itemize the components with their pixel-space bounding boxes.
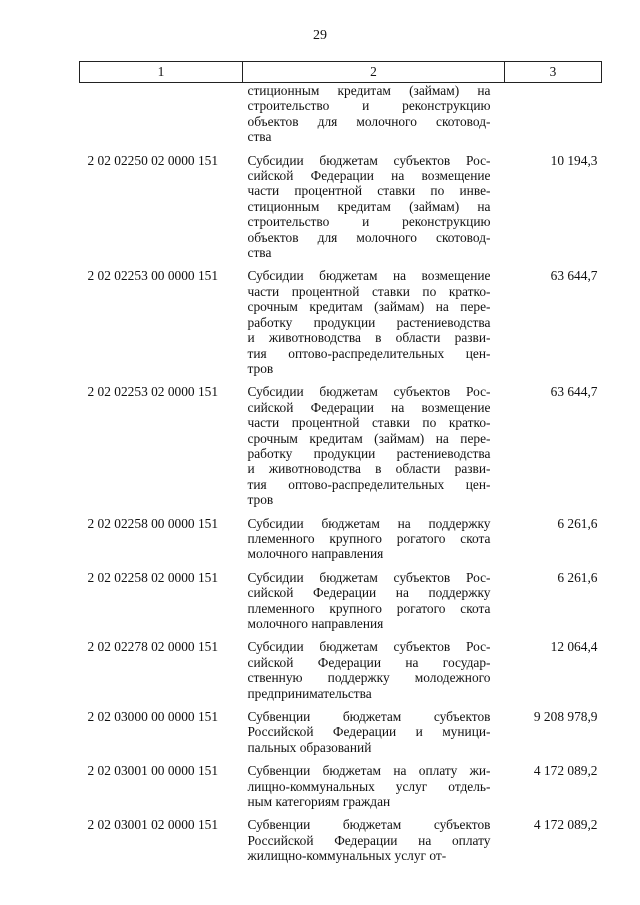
budget-code-cell: 2 02 02253 02 0000 151 [87, 384, 219, 400]
description-line: ства [247, 245, 272, 261]
description-line: сийской Федерации на возмещение [247, 168, 491, 184]
description-line: племенного крупного рогатого скота [247, 530, 491, 546]
description-line: племенного крупного рогатого скота [247, 600, 491, 616]
table-row [80, 268, 602, 384]
description-cell [243, 384, 505, 515]
amount-cell: 9 208 978,9 [533, 709, 598, 725]
column-header-description: 2 [243, 62, 505, 83]
description-cell [243, 709, 505, 763]
description-line: объектов для молочного скотовод- [247, 113, 491, 129]
amount-cell: 4 172 089,2 [533, 763, 598, 779]
table-row [80, 384, 602, 515]
table-row [80, 639, 602, 709]
description-line: и животноводства в области разви- [247, 461, 491, 477]
description-line: объектов для молочного скотовод- [247, 229, 491, 245]
budget-code-cell: 2 02 02278 02 0000 151 [87, 639, 219, 655]
description-line: Субсидии бюджетам на возмещение [247, 268, 491, 284]
budget-table [79, 61, 602, 872]
table-header [80, 62, 602, 83]
column-header-code: 1 [80, 62, 243, 83]
description-cell [243, 83, 505, 153]
amount-cell: 6 261,6 [557, 569, 598, 585]
description-line: тия оптово-распределительных цен- [247, 345, 491, 361]
description-cell [243, 817, 505, 871]
description-line: Субвенции бюджетам на оплату жи- [247, 763, 491, 779]
description-line: части процентной ставки по инве- [247, 183, 491, 199]
description-cell [243, 570, 505, 640]
description-line: работку продукции растениеводства [247, 445, 491, 461]
description-line: стиционным кредитам (займам) на [247, 83, 491, 98]
description-cell [243, 639, 505, 709]
description-cell [243, 516, 505, 570]
description-line: жилищно-коммунальных услуг от- [247, 848, 447, 864]
description-cell [243, 153, 505, 269]
description-line: Субсидии бюджетам субъектов Рос- [247, 569, 491, 585]
description-line: пальных образований [247, 739, 372, 755]
description-line: Субвенции бюджетам субъектов [247, 817, 491, 833]
amount-cell: 12 064,4 [550, 639, 598, 655]
table-row [80, 817, 602, 871]
table-row [80, 763, 602, 817]
description-line: ным категориям граждан [247, 794, 391, 810]
description-line: тров [247, 492, 274, 508]
description-line: сийской Федерации на возмещение [247, 399, 491, 415]
description-line: строительство и реконструкцию [247, 214, 491, 230]
description-line: Субсидии бюджетам субъектов Рос- [247, 384, 491, 400]
amount-cell [505, 83, 602, 153]
budget-code-cell: 2 02 03001 00 0000 151 [87, 763, 219, 779]
description-line: сийской Федерации на государ- [247, 654, 491, 670]
description-line: стиционным кредитам (займам) на [247, 198, 491, 214]
description-line: тров [247, 360, 274, 376]
column-header-amount: 3 [505, 62, 602, 83]
description-line: тия оптово-распределительных цен- [247, 476, 491, 492]
description-line: Субсидии бюджетам на поддержку [247, 515, 491, 531]
table-body [80, 83, 602, 872]
budget-code-cell: 2 02 02258 02 0000 151 [87, 569, 219, 585]
description-line: молочного направления [247, 546, 384, 562]
table-row [80, 516, 602, 570]
description-line: срочным кредитам (займам) на пере- [247, 430, 491, 446]
amount-cell: 4 172 089,2 [533, 817, 598, 833]
description-line: части процентной ставки по кратко- [247, 415, 491, 431]
budget-code-cell [80, 83, 243, 153]
amount-cell: 10 194,3 [550, 152, 598, 168]
description-line: Субсидии бюджетам субъектов Рос- [247, 639, 491, 655]
description-line: ства [247, 129, 272, 145]
budget-code-cell: 2 02 03001 02 0000 151 [87, 817, 219, 833]
description-line: срочным кредитам (займам) на пере- [247, 299, 491, 315]
description-line: части процентной ставки по кратко- [247, 283, 491, 299]
description-line: молочного направления [247, 616, 384, 631]
budget-code-cell: 2 02 02258 00 0000 151 [87, 515, 219, 531]
description-line: строительство и реконструкцию [247, 98, 491, 114]
table-row [80, 83, 602, 153]
description-line: Субсидии бюджетам субъектов Рос- [247, 152, 491, 168]
table-header-row [80, 62, 602, 83]
description-line: предпринимательства [247, 685, 372, 701]
description-line: и животноводства в области разви- [247, 330, 491, 346]
table-row [80, 153, 602, 269]
description-cell [243, 763, 505, 817]
budget-code-cell: 2 02 02250 02 0000 151 [87, 152, 219, 168]
description-line: лищно-коммунальных услуг отдель- [247, 778, 491, 794]
amount-cell: 6 261,6 [557, 515, 598, 531]
description-line: ственную поддержку молодежного [247, 670, 491, 686]
description-line: Российской Федерации и муници- [247, 724, 491, 740]
description-cell [243, 268, 505, 384]
description-line: Субвенции бюджетам субъектов [247, 709, 491, 725]
budget-code-cell: 2 02 02253 00 0000 151 [87, 268, 219, 284]
description-line: сийской Федерации на поддержку [247, 585, 491, 601]
budget-code-cell: 2 02 03000 00 0000 151 [87, 709, 219, 725]
table-row [80, 570, 602, 640]
amount-cell: 63 644,7 [550, 268, 598, 284]
description-line: Российской Федерации на оплату [247, 832, 491, 848]
page-number: 29 [313, 28, 327, 43]
amount-cell: 63 644,7 [550, 384, 598, 400]
table-row [80, 709, 602, 763]
description-line: работку продукции растениеводства [247, 314, 491, 330]
